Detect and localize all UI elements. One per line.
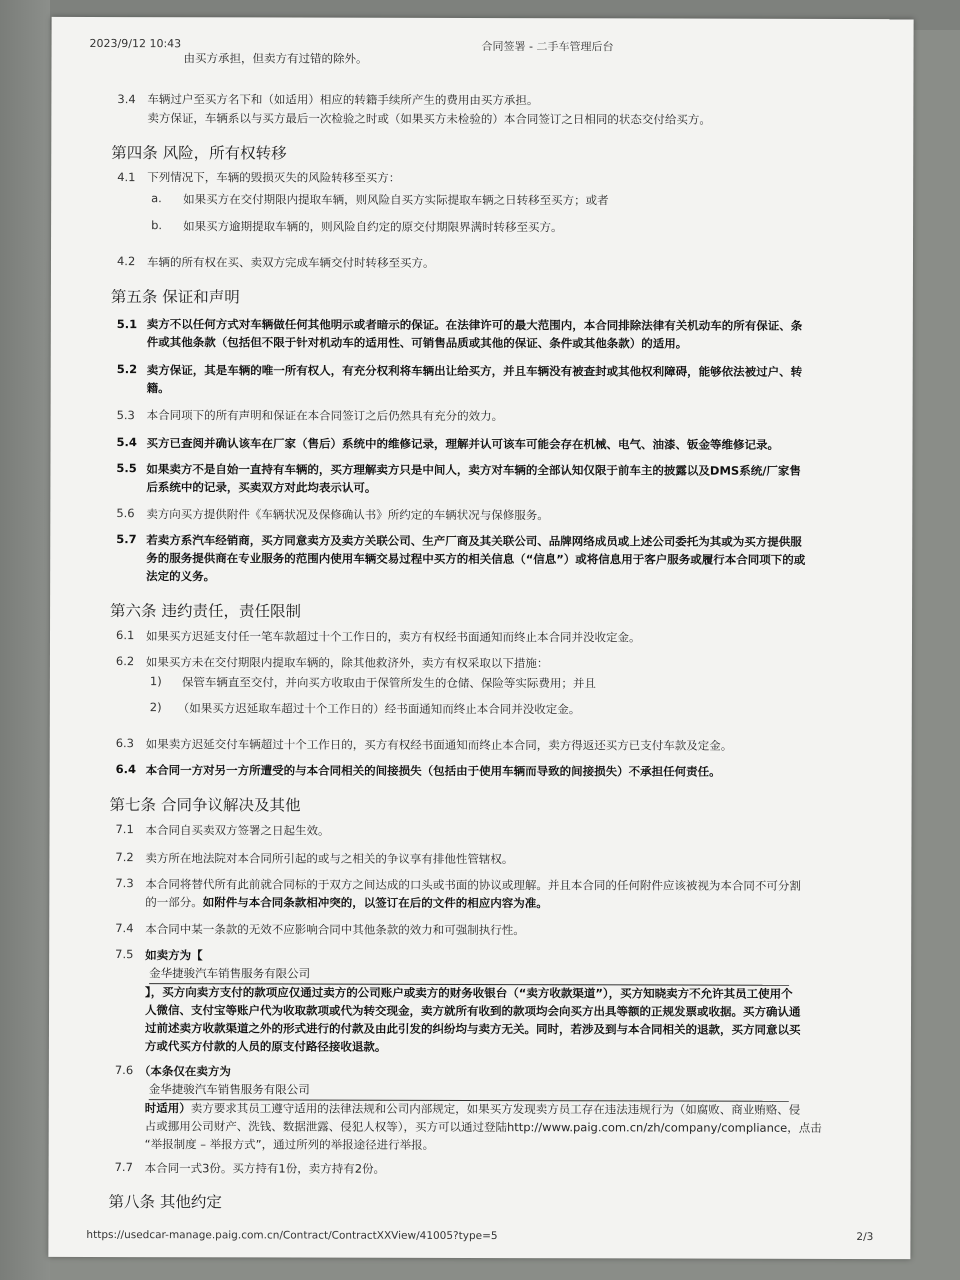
clause-number: 7.5 (115, 947, 134, 962)
clause-number: 7.1 (115, 822, 134, 837)
clause-text: 买方已查阅并确认该车在厂家（售后）系统中的维修记录，理解并认可该车可能会存在机械、电气、油漆、钣金等维修记录。 (146, 436, 780, 452)
section-heading: 第五条 保证和声明 (110, 288, 240, 307)
clause-number: 7.7 (114, 1160, 133, 1175)
clause-text: 卖方所在地法院对本合同所引起的或与之相关的争议享有排他性管辖权。 (145, 851, 514, 867)
clause-text-bold: 如附件与本合同条款相冲突的，以签订在后的文件的相应内容为准。 (202, 895, 548, 911)
clause-text: 本合同一式3份。买方持有1份，卖方持有2份。 (144, 1161, 386, 1176)
clause-number: 5.1 (116, 317, 138, 332)
clause-text-plain: 卖方要求其员工遵守适用的法律法规和公司内部规定，如果买方发现卖方员工存在违法违规行为（如腐败、商业贿赂、侵 (190, 1101, 801, 1117)
section-heading: 第八条 其他约定 (108, 1193, 222, 1212)
clause-number: 7.2 (115, 850, 134, 865)
item-marker: 1) (149, 674, 162, 689)
section-heading: 第七条 合同争议解决及其他 (109, 796, 301, 815)
clause-number: 7.6 (114, 1063, 134, 1078)
clause-text: 本合同项下的所有声明和保证在本合同签订之后仍然具有充分的效力。 (146, 408, 504, 424)
print-url: https://usedcar-manage.paig.com.cn/Contract/ContractXXView/41005?type=5 (86, 1228, 498, 1243)
print-datetime: 2023/9/12 10:43 (89, 36, 182, 51)
clause-text: 如果买方未在交付期限内提取车辆的，除其他救济外，卖方有权采取以下措施： (145, 655, 549, 671)
clause-text: 后系统中的记录，买卖双方对此均表示认可。 (146, 480, 377, 495)
clause-text: 如果买方在交付期限内提取车辆，则风险自买方实际提取车辆之日转移至买方；或者 (183, 192, 609, 208)
section-heading: 第六条 违约责任，责任限制 (110, 602, 302, 621)
clause-text: 本合同中某一条款的无效不应影响合同中其他条款的效力和可强制执行性。 (145, 922, 525, 938)
clause-text: 车辆过户至买方名下和（如适用）相应的转籍手续所产生的费用由买方承担。 (147, 92, 539, 108)
clause-text (145, 1101, 801, 1118)
clause-text-plain: 的一部分。 (145, 895, 203, 910)
clause-text: 本合同一方对另一方所遭受的与本合同相关的间接损失（包括由于使用车辆而导致的间接损失）不承担任何责任。 (145, 763, 721, 779)
clause-number: 5.7 (116, 532, 137, 547)
clause-number: 5.5 (116, 461, 137, 476)
clause-number: 7.4 (115, 921, 134, 936)
seller-name-field: 金华捷骏汽车销售服务有限公司 (149, 1081, 789, 1102)
background-edge (0, 0, 50, 1280)
section-heading: 第四条 风险，所有权转移 (111, 144, 287, 163)
seller-name-field: 金华捷骏汽车销售服务有限公司 (149, 965, 789, 986)
clause-text: 如果买方迟延支付任一笔车款超过十个工作日的，卖方有权经书面通知而终止本合同并没收定金。 (145, 629, 641, 645)
clause-number: 4.2 (116, 254, 136, 269)
clause-number: 4.1 (117, 170, 136, 185)
item-marker: b. (151, 218, 163, 233)
clause-number: 5.2 (116, 362, 138, 377)
clause-number: 7.3 (115, 876, 134, 891)
clause-number: 6.3 (115, 736, 135, 751)
page-number: 2/3 (856, 1230, 874, 1244)
clause-number: 5.6 (116, 506, 135, 521)
clause-text: 籍。 (146, 381, 170, 396)
clause-text: 占或挪用公司财产、洗钱、数据泄露、侵犯人权等），买方可以通过登陆http://www.paig.com.cn/zh/company/compliance，点击 (144, 1119, 822, 1135)
clause-number: 5.3 (116, 408, 135, 423)
clause-text: 如卖方为【 (145, 948, 203, 963)
clause-number: 6.4 (115, 762, 137, 777)
clause-text (145, 895, 548, 911)
clause-text: 保管车辆直至交付，并向买方收取由于保管所发生的仓储、保险等实际费用；并且 (181, 675, 596, 691)
clause-text: （如果买方迟延取车超过十个工作日的）经书面通知而终止本合同并没收定金。 (177, 701, 581, 717)
clause-text: 由买方承担，但卖方有过错的除外。 (183, 51, 368, 66)
clause-text: 如果卖方迟延交付车辆超过十个工作日的，买方有权经书面通知而终止本合同，卖方得返还买方已支付车款及定金。 (145, 737, 733, 753)
item-marker: a. (151, 191, 162, 206)
clause-number: 5.4 (116, 435, 137, 450)
clause-text: 车辆的所有权在买、卖双方完成车辆交付时转移至买方。 (146, 255, 435, 270)
clause-text: 如果买方逾期提取车辆的，则风险自约定的原交付期限界满时转移至买方。 (183, 219, 563, 235)
clause-text: 下列情况下，车辆的毁损灭失的风险转移至买方： (147, 170, 401, 185)
clause-text: 卖方向买方提供附件《车辆状况及保修确认书》所约定的车辆状况与保修服务。 (146, 507, 549, 523)
clause-text: 卖方不以任何方式对车辆做任何其他明示或者暗示的保证。在法律许可的最大范围内，本合同排除法律有关机动车的所有保证、条 (146, 317, 803, 333)
contract-page (48, 17, 913, 1259)
clause-text: 如果卖方不是自始一直持有车辆的，买方理解卖方只是中间人，卖方对车辆的全部认知仅限于前车主的披露以及DMS系统/厂家售 (146, 462, 801, 478)
clause-text-bold: 时适用） (144, 1101, 191, 1116)
clause-text: 过前述卖方收款渠道之外的形式进行的付款及由此引发的纠纷均与卖方无关。同时，若涉及到与本合同相关的退款，买方同意以买 (144, 1021, 801, 1037)
clause-number: 6.2 (115, 654, 135, 669)
clause-text: 若卖方系汽车经销商，买方同意卖方及卖方关联公司、生产厂商及其关联公司、品牌网络成员或上述公司委托为其或为买方提供服 (146, 533, 802, 549)
clause-text: 方或代买方付款的人员的原支付路径接收退款。 (144, 1039, 387, 1054)
clause-text: 卖方保证，车辆系以与买方最后一次检验之时或（如果买方未检验的）本合同签订之日相同的状态交付给买方。 (147, 111, 711, 127)
clause-text: “举报制度 – 举报方式”，通过所列的举报途径进行举报。 (144, 1137, 435, 1152)
clause-text: 务的服务提供商在专业服务的范围内使用车辆交易过程中买方的相关信息（“信息”）或将信息用于客户服务或履行本合同项下的或 (146, 551, 806, 567)
clause-text: （本条仅在卖方为 (138, 1064, 231, 1079)
clause-text: 本合同自买卖双方签署之日起生效。 (145, 823, 330, 838)
clause-number: 6.1 (115, 628, 135, 643)
item-marker: 2) (149, 700, 162, 715)
clause-text: 】，买方向卖方支付的款项应仅通过卖方的公司账户或卖方的财务收银台（“卖方收款渠道”），买方知晓卖方不允许其员工使用个 (145, 985, 793, 1001)
clause-text: 人微信、支付宝等账户代为收取款项或代为转交现金，卖方就所有收到的款项均会向买方出具等额的正规发票或收据。买方确认通 (145, 1003, 801, 1019)
clause-text: 法定的义务。 (146, 569, 216, 584)
clause-text: 件或其他条款（包括但不限于针对机动车的适用性、可销售品质或其他的保证、条件或其他条款）的适用。 (146, 335, 688, 351)
clause-text: 卖方保证，其是车辆的唯一所有权人，有充分权利将车辆出让给买方，并且车辆没有被查封或其他权利障碍，能够依法被过户、转 (146, 363, 803, 379)
clause-number: 3.4 (117, 92, 136, 107)
print-title: 合同签署 - 二手车管理后台 (481, 39, 614, 54)
clause-text: 本合同将替代所有此前就合同标的于双方之间达成的口头或书面的协议或理解。并且本合同的任何附件应该被视为本合同不可分割 (145, 877, 801, 893)
